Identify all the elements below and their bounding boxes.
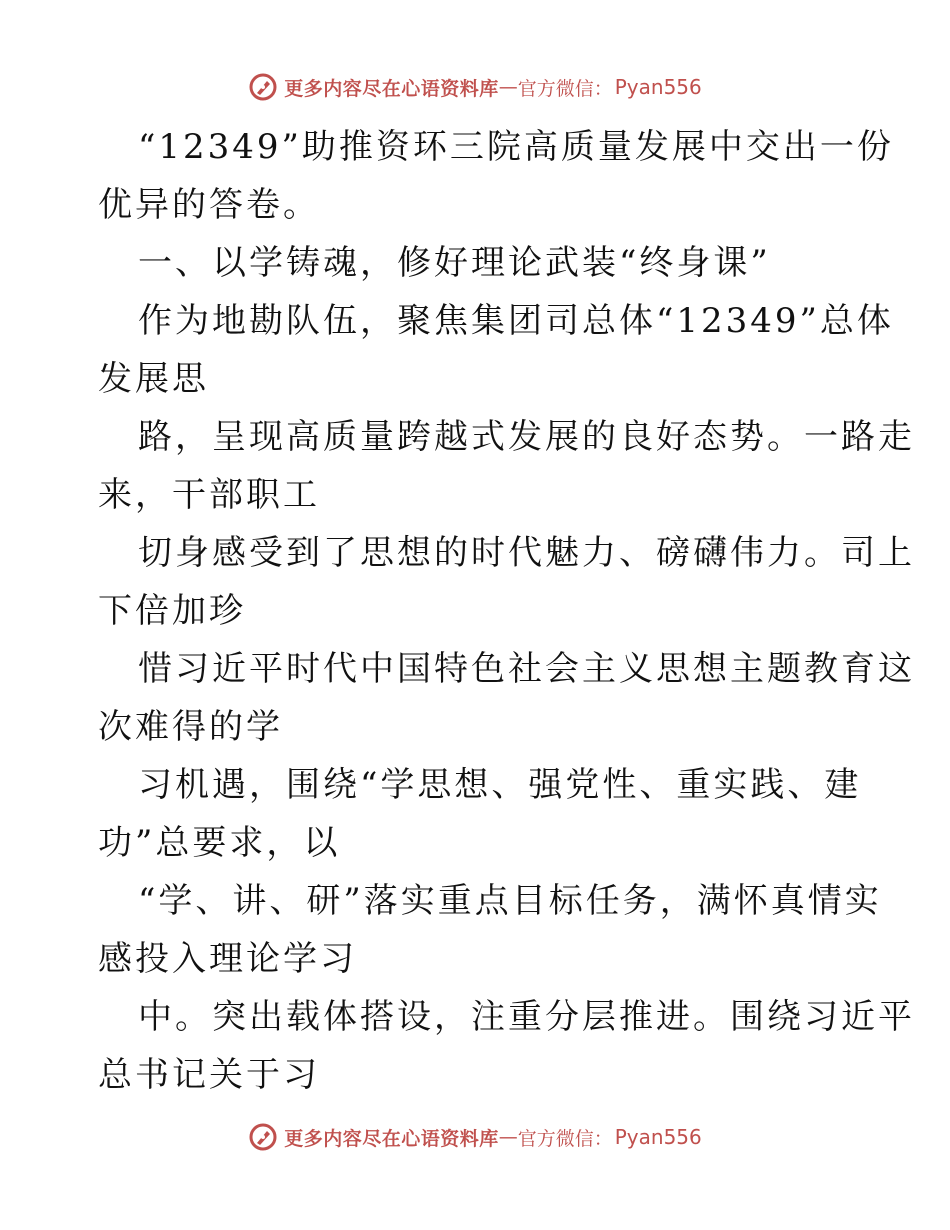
pen-nib-circle-icon	[248, 1122, 278, 1152]
section-heading: 一、以学铸魂，修好理论武装“终身课”	[138, 243, 771, 283]
header-banner	[0, 72, 950, 102]
text-line: 次难得的学	[98, 707, 283, 747]
text-line: 发展思	[98, 359, 209, 399]
text-line: 路，呈现高质量跨越式发展的良好态势。一路走	[138, 417, 915, 457]
banner-separator: —	[498, 76, 518, 98]
banner-wechat-id: Pyan556	[614, 75, 702, 99]
text-line: 习机遇，围绕“学思想、强党性、重实践、建	[138, 765, 862, 805]
text-line: 中。突出载体搭设，注重分层推进。围绕习近平	[138, 997, 915, 1037]
text-line: 总书记关于习	[98, 1055, 320, 1095]
banner-wechat-label: 官方微信：	[517, 1127, 613, 1150]
text-line: 作为地勘队伍，聚焦集团司总体“12349”总体	[138, 301, 894, 341]
banner-wechat-id: Pyan556	[614, 1125, 702, 1149]
text-line: 感投入理论学习	[98, 939, 357, 979]
text-line: 来，干部职工	[98, 475, 320, 515]
text-line: “12349”助推资环三院高质量发展中交出一份	[138, 127, 894, 167]
text-line: 惜习近平时代中国特色社会主义思想主题教育这	[138, 649, 915, 689]
text-line: 功”总要求，以	[98, 823, 341, 863]
document-body	[98, 118, 915, 1104]
banner-separator: —	[498, 1126, 518, 1148]
text-line: 切身感受到了思想的时代魅力、磅礴伟力。司上	[138, 533, 915, 573]
text-line: “学、讲、研”落实重点目标任务，满怀真情实	[138, 881, 882, 921]
text-line: 优异的答卷。	[98, 185, 320, 225]
text-line: 下倍加珍	[98, 591, 246, 631]
banner-wechat-label: 官方微信：	[517, 77, 613, 100]
banner-title: 更多内容尽在心语资料库	[284, 77, 499, 100]
banner-title: 更多内容尽在心语资料库	[284, 1127, 499, 1150]
footer-banner	[0, 1122, 950, 1152]
pen-nib-circle-icon	[248, 72, 278, 102]
